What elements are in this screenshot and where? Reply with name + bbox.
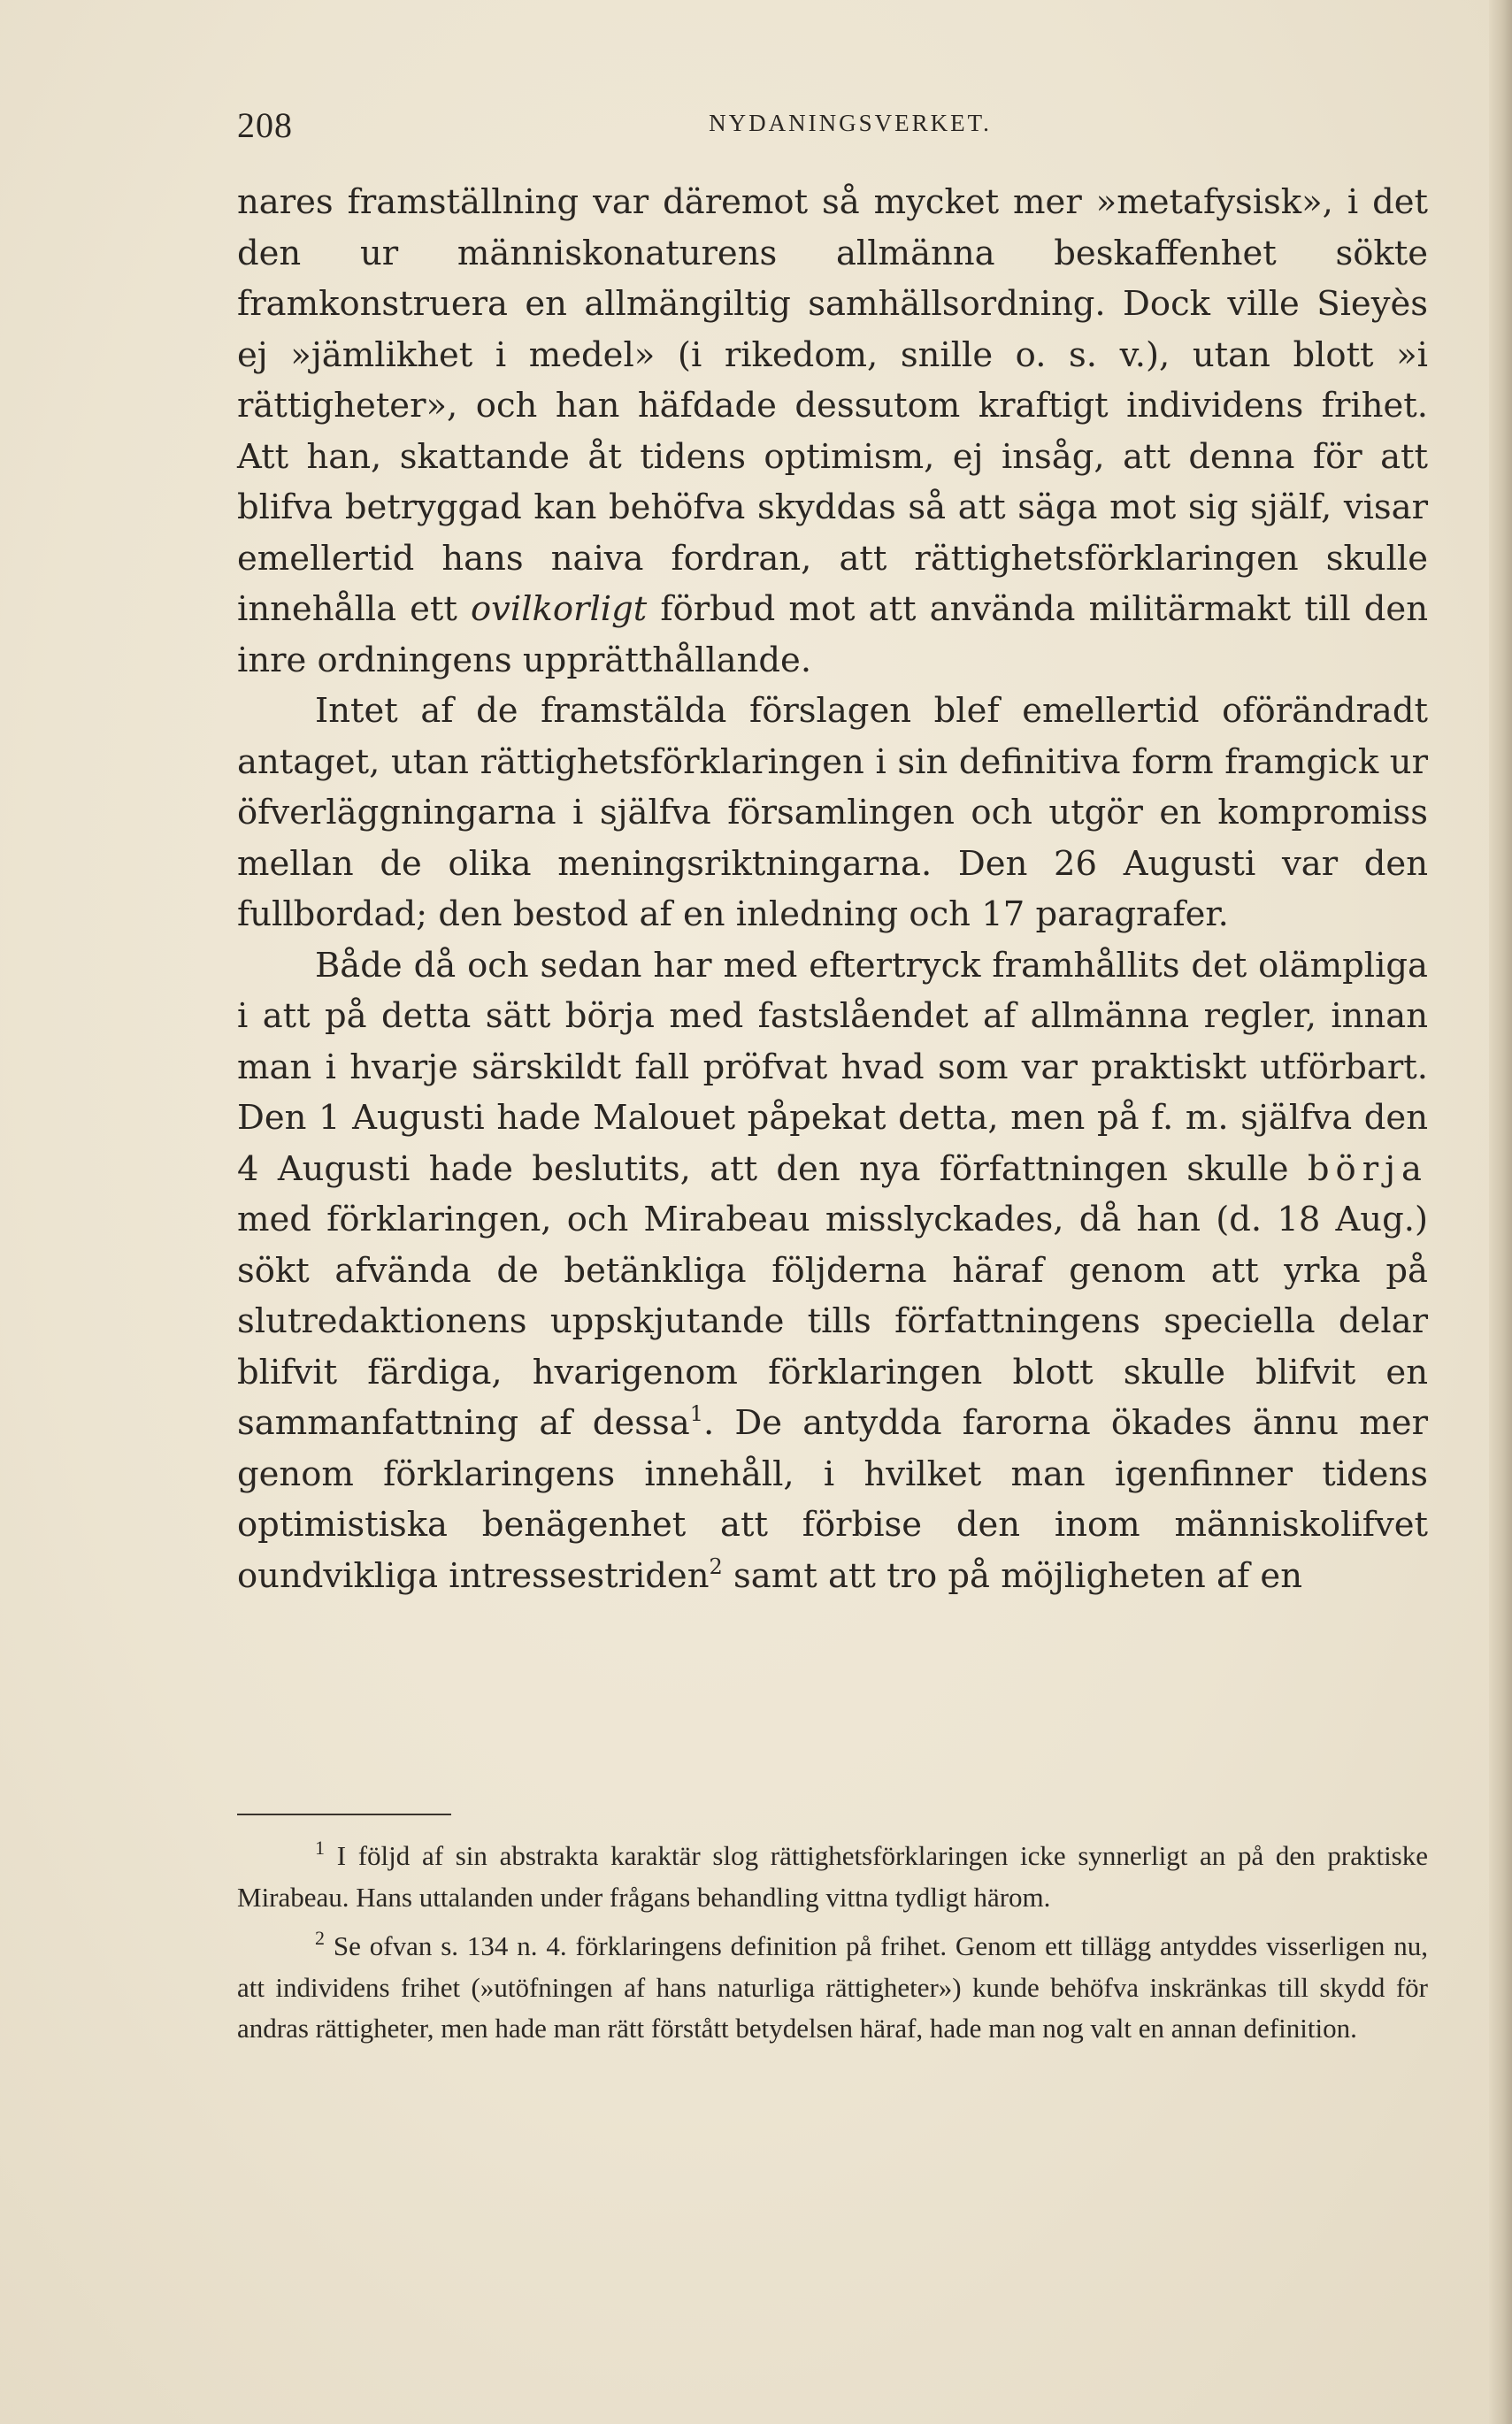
paragraph-1-text-b: förbud mot att använda militärmakt till den inre ordningens upprätthållande.	[237, 589, 1428, 680]
paragraph-1-emphasis: ovilkorligt	[470, 589, 648, 629]
footnote-ref-2: 2	[709, 1553, 723, 1579]
body-text	[237, 177, 1428, 1601]
paragraph-1-text-a: nares framställning var däremot så mycket mer »metafysisk», i det den ur människonaturens allmänna beskaffenhet sökte framkonstruera en allmängiltig samhällsordning. Dock ville Sieyès ej »jämlikhet i medel» (i rikedom, snille o. s. v.), utan blott »i rättigheter», och han häfdade dessutom kraftigt individens frihet. Att han, skattande åt tidens optimism, ej insåg, att denna för att blifva betryggad kan behöfva skyddas så att säga mot sig själf, visar emellertid hans naiva fordran, att rättighetsförklaringen skulle innehålla ett	[237, 182, 1428, 629]
footnote-2-text: Se ofvan s. 134 n. 4. förklaringens definition på frihet. Genom ett tillägg antyddes visserligen nu, att individens frihet (»utöfningen af hans naturliga rättigheter») kunde behöfva inskränkas till skydd för andras rättigheter, men hade man rätt förstått betydelsen häraf, hade man nog valt en annan definition.	[237, 1930, 1428, 2044]
footnotes	[237, 1828, 1428, 2050]
footnote-1-text: I följd af sin abstrakta karaktär slog rättighetsförklaringen icke synnerligt an på den praktiske Mirabeau. Hans uttalanden under frågans behandling vittna tydligt härom.	[237, 1840, 1429, 1913]
paragraph-3-text-d: samt att tro på möjligheten af en	[722, 1555, 1303, 1596]
page-number: 208	[237, 105, 293, 145]
paragraph-2: Intet af de framstälda förslagen blef emellertid oförändradt antaget, utan rättighetsförklaringen i sin definitiva form framgick ur öfverläggningarna i själfva församlingen och utgör en kompromiss mellan de olika meningsriktningarna. Den 26 Augusti var den fullbordad; den bestod af en inledning och 17 paragrafer.	[237, 691, 1428, 934]
paragraph-3-text-b: med förklaringen, och Mirabeau misslyckades, då han (d. 18 Aug.) sökt afvända de betänkliga följderna häraf genom att yrka på slutredaktionens uppskjutande tills författningens speciella delar blifvit färdiga, hvarigenom förklaringen blott skulle blifvit en sammanfattning af dessa	[237, 1200, 1428, 1443]
footnote-1-mark: 1	[315, 1837, 325, 1859]
footnote-ref-1: 1	[689, 1401, 703, 1426]
running-title: NYDANINGSVERKET.	[709, 110, 992, 136]
footnote-1	[237, 1828, 1428, 1918]
page-header	[237, 104, 1428, 157]
paragraph-3-spaced-word: börja	[1307, 1148, 1428, 1189]
paragraph-3	[237, 940, 1428, 1602]
paragraph-3-text-a: Både då och sedan har med eftertryck framhållits det olämpliga i att på detta sätt börja med fastslåendet af allmänna regler, innan man i hvarje särskildt fall pröfvat hvad som var praktiskt utförbart. Den 1 Augusti hade Malouet påpekat detta, men på f. m. själfva den 4 Augusti hade beslutits, att den nya författningen skulle	[237, 945, 1428, 1189]
footnote-2-mark: 2	[315, 1927, 325, 1949]
paragraph-1	[237, 177, 1428, 686]
footnote-divider	[237, 1814, 451, 1815]
paragraph-3-text-c: . De antydda farorna ökades ännu mer genom förklaringens innehåll, i hvilket man igenfinner tidens optimistiska benägenhet att förbise den inom människolifvet oundvikliga intressestriden	[237, 1403, 1428, 1596]
page-edge	[1489, 0, 1512, 2424]
footnote-2	[237, 1918, 1428, 2050]
